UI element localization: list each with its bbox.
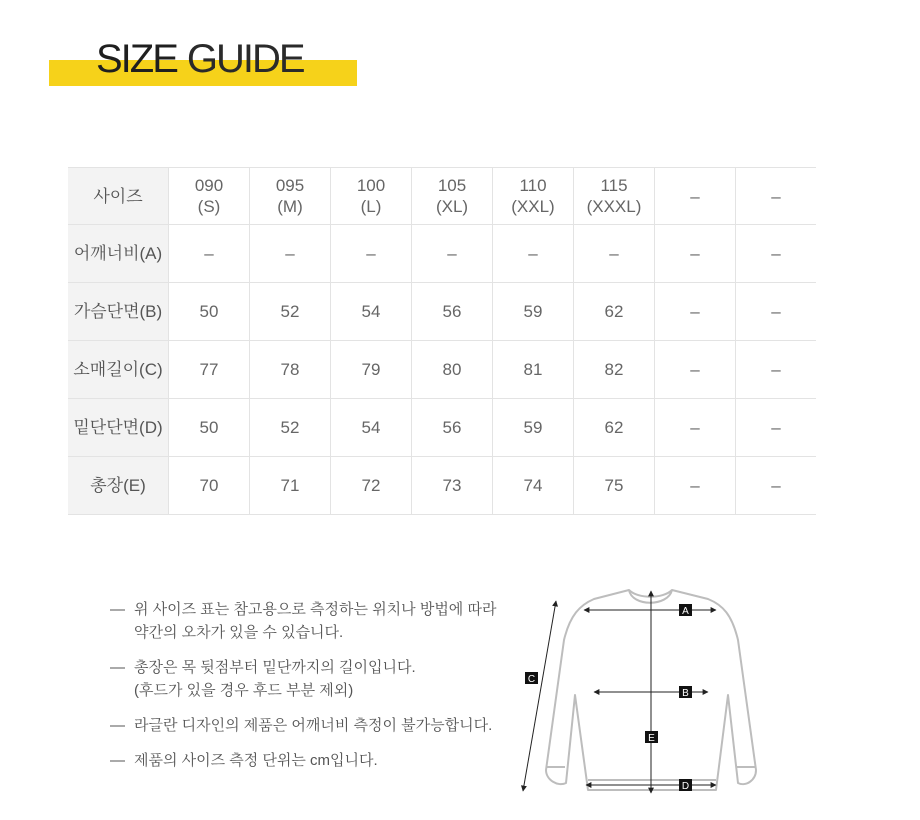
row-label: 소매길이(C) <box>68 341 169 399</box>
table-cell: 74 <box>493 457 574 515</box>
notes-list <box>110 598 510 784</box>
column-code: 105 <box>437 176 467 195</box>
table-cell: – <box>736 225 817 283</box>
column-size: (L) <box>360 197 382 216</box>
table-cell: – <box>250 225 331 283</box>
size-guide-header <box>49 34 357 86</box>
table-row <box>68 283 816 341</box>
table-cell: 71 <box>250 457 331 515</box>
note-item <box>110 714 510 737</box>
table-cell: 62 <box>574 283 655 341</box>
table-cell: 50 <box>169 399 250 457</box>
table-cell: – <box>169 225 250 283</box>
note-line: 위 사이즈 표는 참고용으로 측정하는 위치나 방법에 따라 <box>134 601 497 618</box>
table-cell: 80 <box>412 341 493 399</box>
column-header <box>574 168 655 225</box>
table-header-row <box>68 168 816 225</box>
row-label: 어깨너비(A) <box>68 225 169 283</box>
table-cell: 72 <box>331 457 412 515</box>
note-line: 약간의 오차가 있을 수 있습니다. <box>134 624 344 641</box>
column-header <box>493 168 574 225</box>
table-row <box>68 399 816 457</box>
note-line: (후드가 있을 경우 후드 부분 제외) <box>134 682 354 699</box>
table-cell: – <box>655 225 736 283</box>
column-size: (XXL) <box>511 197 555 216</box>
table-cell: – <box>736 457 817 515</box>
column-header <box>655 168 736 225</box>
column-code: 110 <box>519 176 547 195</box>
label-b: B <box>682 688 689 699</box>
table-cell: – <box>574 225 655 283</box>
note-item <box>110 598 510 644</box>
row-label: 밑단단면(D) <box>68 399 169 457</box>
table-cell: 78 <box>250 341 331 399</box>
column-size: (XL) <box>435 197 469 216</box>
table-cell: – <box>493 225 574 283</box>
table-cell: 81 <box>493 341 574 399</box>
table-cell: 73 <box>412 457 493 515</box>
column-header <box>169 168 250 225</box>
column-code: 115 <box>600 176 628 195</box>
table-cell: 56 <box>412 283 493 341</box>
table-cell: 62 <box>574 399 655 457</box>
table-cell: 75 <box>574 457 655 515</box>
label-d: D <box>681 781 690 792</box>
table-cell: – <box>655 457 736 515</box>
column-header <box>331 168 412 225</box>
column-size: (M) <box>277 197 303 216</box>
label-c: C <box>527 674 536 685</box>
table-cell: 50 <box>169 283 250 341</box>
measure-line-c <box>523 601 556 791</box>
label-a: A <box>682 606 689 617</box>
table-cell: 59 <box>493 399 574 457</box>
label-e: E <box>648 733 655 744</box>
table-cell: – <box>736 399 817 457</box>
table-cell: – <box>736 283 817 341</box>
column-code: 100 <box>356 176 386 195</box>
table-row <box>68 457 816 515</box>
note-line: 라글란 디자인의 제품은 어깨너비 측정이 불가능합니다. <box>134 717 493 734</box>
column-header <box>412 168 493 225</box>
table-cell: 54 <box>331 399 412 457</box>
note-dash: — <box>110 659 125 676</box>
table-cell: – <box>655 283 736 341</box>
column-header <box>736 168 817 225</box>
column-header <box>250 168 331 225</box>
note-dash: — <box>110 717 125 734</box>
table-cell: 70 <box>169 457 250 515</box>
title-word-guide: GUIDE <box>186 37 304 81</box>
table-row <box>68 341 816 399</box>
table-cell: – <box>412 225 493 283</box>
column-code: 095 <box>275 176 305 195</box>
row-label: 가슴단면(B) <box>68 283 169 341</box>
table-cell: – <box>736 341 817 399</box>
column-code: 090 <box>194 176 224 195</box>
column-code: – <box>771 186 781 206</box>
table-cell: 54 <box>331 283 412 341</box>
table-cell: 52 <box>250 399 331 457</box>
table-cell: – <box>331 225 412 283</box>
page-title <box>96 34 304 84</box>
table-cell: 77 <box>169 341 250 399</box>
table-cell: – <box>655 399 736 457</box>
title-word-size: SIZE <box>96 37 177 81</box>
note-dash: — <box>110 601 125 618</box>
column-size: (XXXL) <box>586 197 642 216</box>
note-dash: — <box>110 752 125 769</box>
table-cell: 82 <box>574 341 655 399</box>
size-table <box>68 167 816 515</box>
table-cell: – <box>655 341 736 399</box>
table-row <box>68 225 816 283</box>
header-label: 사이즈 <box>68 168 169 225</box>
column-code: – <box>690 186 700 206</box>
column-size: (S) <box>197 197 221 216</box>
table-cell: 52 <box>250 283 331 341</box>
note-item <box>110 749 510 772</box>
note-line: 총장은 목 뒷점부터 밑단까지의 길이입니다. <box>134 659 416 676</box>
note-item <box>110 656 510 702</box>
row-label: 총장(E) <box>68 457 169 515</box>
table-cell: 56 <box>412 399 493 457</box>
note-line: 제품의 사이즈 측정 단위는 cm입니다. <box>134 752 378 769</box>
table-cell: 59 <box>493 283 574 341</box>
sweatshirt-diagram <box>518 585 768 800</box>
table-cell: 79 <box>331 341 412 399</box>
